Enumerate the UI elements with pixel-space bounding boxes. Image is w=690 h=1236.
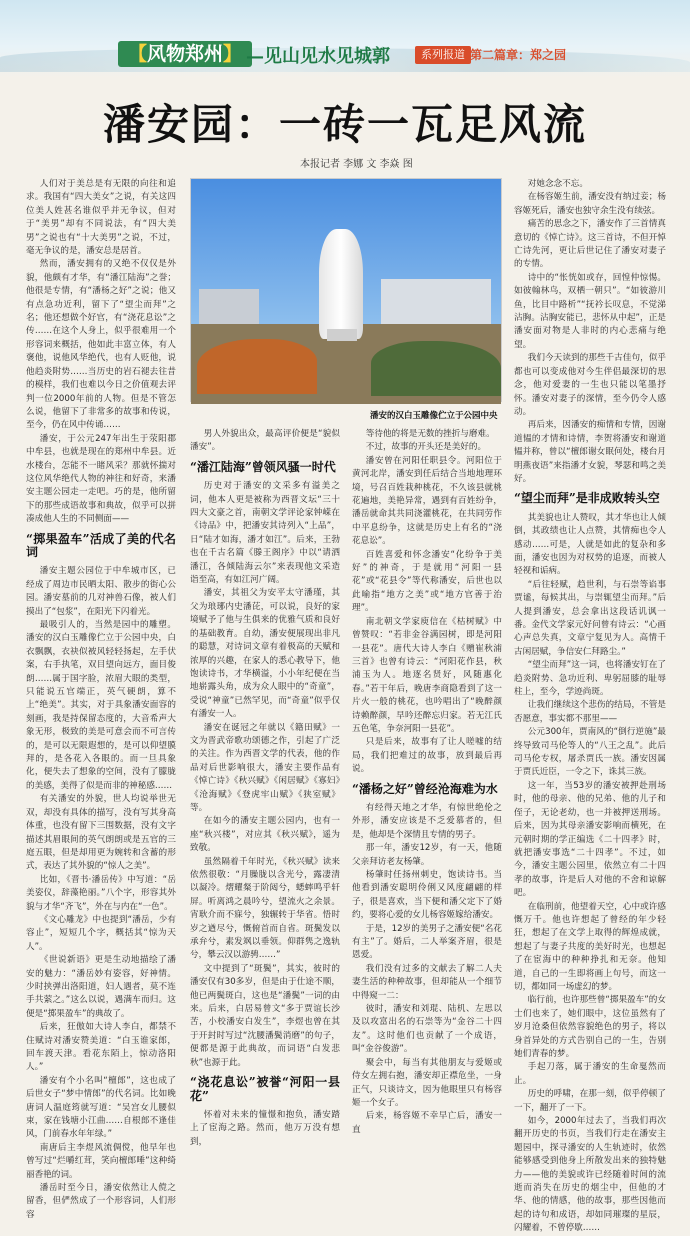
paragraph: 痛苦的思念之下，潘安作了三首情真意切的《悼亡诗》。这三首诗，不但开悼亡诗先河，更让后世记住了潘安对妻子的专情。 (514, 219, 666, 270)
paragraph: 临行前，也许那些曾“掷果盈车”的女士们也来了，她们眼中，这位虽然有了岁月沧桑但依然容貌绝色的男子，将以身首异处的方式告别自己的一生，告别她们青春的梦。 (514, 995, 666, 1059)
tag-bracket-left: 【 (128, 43, 148, 65)
photo-caption: 潘安的汉白玉雕像伫立于公园中央 (370, 411, 498, 421)
photo-building (199, 289, 259, 329)
paragraph: 比如，《晋书·潘岳传》中写道：“岳美姿仪，辞藻艳丽。”八个字，形容其外貌与才华“齐飞”，外在与内在“一色”。 (26, 874, 176, 912)
section-heading: “浇花息讼”被誉“河阳一县花” (190, 1075, 340, 1103)
paragraph: 对她念念不忘。 (527, 179, 588, 189)
paragraph: 文中提到了“斑鬓”，其实，彼时的潘安仅有30多岁，但是由于仕途不顺，他已两鬓斑白，这也是“潘鬓”一词的由来。后来，白居易曾文“多于贾谊长沙苦，小校潘安白发生”，李煜也曾在其于开封时写过“沈腰潘鬓消磨”的句子，便都是源于此典故，而词语“白发悲秋”也源于此。 (190, 963, 340, 1068)
column-tag-text: 风物郑州 (147, 43, 224, 65)
paragraph: 百姓喜爱和怀念潘安“化纷争于美好”的神奇，于是就用“河阳一县花”或“花县令”等代称潘安，后世也以此喻指“地方之美”或“地方官善于治理”。 (352, 549, 502, 614)
paragraph: 在杨容姬生前，潘安没有纳过妾；杨容姬死后，潘安也独守余生没有续弦。 (514, 192, 666, 216)
text-column-4 (514, 178, 666, 1234)
column-tag (118, 41, 252, 67)
paragraph: 手起刀落，属于潘安的生命戛然而止。 (514, 1062, 666, 1086)
paragraph: 杨肇时任扬州刺史，饱读诗书。当他看到潘安聪明伶俐又风度翩翩的样子，很是喜欢，当下便和潘父定下了婚约，要将心爱的女儿杨容姬嫁给潘安。 (352, 870, 502, 921)
paragraph: 历史的呼啸，在那一刻，似乎停顿了一下，翻开了一下。 (514, 1089, 666, 1113)
paragraph: 潘安在诞冠之年就以《籍田赋》一文为晋武帝歌功颂德之作，引起了广泛的关注。作为西晋文学的代表，他的作品对后世影响很大，潘安主要作品有《悼亡诗》《秋兴赋》《闲居赋》《寡妇》《沧海赋》《登虎牢山赋》《狭室赋》等。 (190, 722, 340, 813)
paragraph: 潘安，其祖父为安平太守潘瑾，其父为琅琊内史潘芘，可以说，良好的家境赋予了他与生俱来的优雅气质和良好的基础教育。自幼，潘安便展现出非凡的聪慧，对诗词文章有着极高的天赋和浓厚的兴趣，在家人的悉心教导下，他饱读诗书，才华横溢，小小年纪便在当地崭露头角，成为众人眼中的“奇童”，受说“神童”已然罕见，而“奇童”似乎仅有潘安一人。 (190, 588, 340, 720)
paragraph: 人们对于美总是有无限的向往和追求。我国有“四大美女”之说，有关这四位美人姓甚名谁似乎并无争议，但对于“美男”却有不同说法，有“四大美男”之说也有“十大美男”之说，不过，毫无争议的是，潘安总是居首。 (26, 179, 176, 257)
paragraph: 让我们继续这个悲伤的结局，不管是否愿意，事实都不那里—— (514, 700, 666, 724)
paragraph: 聚会中，每当有其他朋友与爱姬或侍女左拥右抱，潘安却正襟危坐，一身正气，只谈诗文，因为他眼里只有杨容姬一个女子。 (352, 1057, 502, 1108)
series-subtitle: —见山见水见城郭 (246, 46, 390, 67)
paragraph: 这一年，当53岁的潘安被押赴刑场时，他的母亲、他的兄弟、他的儿子和侄子，无论老幼，也一并被押送刑场。后来，因为其母亲潘安影响而横死，在元朝时期的学正编选《二十四孝》时，就把潘安事选“二十四孝”。不过，如今，潘安主题公园里，依然立有二十四孝的故事，许是后人对他的不舍和谅解吧。 (514, 780, 666, 899)
col1-paras2 (26, 565, 176, 1222)
paragraph: 潘安曾在河阳任职县令。河阳位于黄河北岸，潘安到任后结合当地地理环境，号召百姓栽种桃花，不久该县就桃花遍地，美艳异常，遇到有百姓纷争，潘岳就命其共同浇灌桃花，在共同劳作中平息纷争，这就是历史上有名的“浇花息讼”。 (352, 455, 502, 547)
statue-figure (319, 229, 363, 339)
paragraph: 潘安有个小名叫“檀郎”，这也成了后世女子“梦中情郎”的代名词。比如晚唐词人温庭筠就写道：“吴宫女儿腰似束，家在钱塘小江曲……自根郎不逢佳风，门前春水年年绿。” (26, 1075, 176, 1140)
paragraph: 潘岳时至今日，潘安依然让人傥之留香，但俨然成了一个形容词，人们形容 (26, 1183, 176, 1220)
chapter-label: 第二篇章：郑之园 (470, 48, 567, 62)
paragraph: 公元300年，贾南风的“倒行逆施”最终导致司马伦等人的“八王之乱”。此后司马伦专权，屠杀贾氏一族。潘安因属于贾氏近臣，一令之下，诛其三族。 (514, 727, 666, 778)
paragraph: 潘安主题公园位于中牟城市区，已经成了周边市民晒太阳、散步的街心公园。潘安墓前的几对神兽石像，被人们摸出了“包浆”，在阳光下闪着光。 (26, 566, 176, 617)
byline: 本报记者 李娜 文 李焱 图 (300, 159, 413, 170)
paragraph: 《文心雕龙》中也提到“潘岳，少有容止”，短短几个字，概括其“惊为天人”。 (26, 914, 176, 952)
paragraph: 潘安，于公元247年出生于荥阳郡中牟县，也就是现在的郑州中牟县。近水楼台，怎能不一睹风采？那就怀揣对这位风华绝代人物的神往和好奇，来潘安主题公园走一走吧。巧的是，他所留下的那些成语故事和典故，似乎可以拼凑成他人生的不同侧面—— (26, 433, 176, 525)
paragraph: 有经得天地之才华，有惊世绝伦之外形，潘安应该是不乏爱慕者的，但是，他却是个深情且专情的男子。 (352, 802, 502, 840)
page-title: 潘安园：一砖一瓦足风流 (102, 100, 587, 149)
paragraph: 彼时，潘安和刘琨、陆机、左思以及以攻富出名的石崇等为“金谷二十四友”。这时他们也贡献了一个成语，叫“金谷俊游”。 (352, 1004, 502, 1055)
paragraph: 其美貌也让人赞叹，其才华也让人倾倒，其政绩也让人点赞，其情痴也令人感动……可是，人就是如此的复杂和多面，潘安也因为对权势的追逐，而被人轻视和诟病。 (514, 512, 666, 577)
paragraph: 男人外貌出众，最高评价便是“貌似潘安”。 (190, 429, 340, 453)
paragraph: 我们没有过多的文献去了解二人夫妻生活的种种故事，但却能从一个细节中得窥一二： (352, 963, 502, 1001)
section-heading: “潘杨之好”曾经沧海难为水 (352, 781, 498, 796)
paragraph: 诗中的“怅恍如或存，回惶仲惊惕。如彼翰林鸟，双栖一朝只”。“如彼游川鱼，比目中路析”“抚衿长叹息，不觉涕沾胸。沾胸安能已，悲怀从中起”，正是潘安面对物是人非时的内心悲痛与绝望。 (514, 272, 666, 350)
tag-bracket-right: 】 (223, 43, 243, 65)
paragraph: 怀着对未来的憧憬和抱负，潘安踏上了宦海之路。然而，他万万没有想到， (190, 1109, 340, 1147)
paragraph: 后来，狂傲如大诗人李白，都禁不住赋诗对潘安赞美道：“白玉谁家郎，回车渡天津。看花东陌上，惊动洛阳人。” (26, 1022, 176, 1073)
photo-building (381, 279, 491, 329)
paragraph: 历史对于潘安的文采多有溢美之词，他本人更是被称为西晋文坛“三十四大文豪之首，南朝文学评论家钟嵘在《诗品》中，把潘安其诗列入“上品”，日“陆才如海，潘才如江”。后来，王勃也在千古名篇《滕王阁序》中以“请洒潘江，各倾陆海云尔”来表现他文采造诣至高，有如江河广阔。 (190, 481, 340, 586)
paragraph: 南唐后主李煜风流倜傥，他早年也曾写过“烂嚼红茸，笑向檀郎唾”这种绮丽香艳的词。 (26, 1142, 176, 1180)
paragraph: 我们今天读到的那些千古佳句，似乎都也可以变成他对今生伴侣最深切的思念，他对爱妻的一生也只能以笔墨抒怀。潘安对妻子的深情，至今仍令人感动。 (514, 353, 666, 417)
paragraph: “望尘而拜”这一词，也将潘安钉在了趋炎附势、急功近利、卑躬屈膝的耻辱柱上，至今，学迹尚斑。 (514, 660, 666, 698)
section-heading: “望尘而拜”是非成败转头空 (514, 491, 660, 506)
section-banner (0, 0, 690, 78)
paragraph: “后往轻赋，趋世利，与石崇等谄事贾谧，每候其出，与崇辄望尘而拜。”后人提到潘安，总会拿出这段话讥讽一番。金代文学家元好问曾有诗云：“心画心声总失真，文章宁复见为人。高情千古闲居赋，争信安仁拜路尘。” (514, 579, 666, 657)
paragraph: 虽然隔着千年时光，《秋兴赋》读来依然很敬：“月臊胧以含光兮，露凄清以凝冷。熠耀粲于阶闼兮，蟋蟀鸣乎轩屏。听离鸿之晨吟兮，望流火之余景。宵耿介而不寐兮，独辗转于华省。悟时岁之遒尽兮，慨俯首而自省。斑鬓发以承弁兮，素发飒以垂领。仰群隽之逸轨兮，攀云汉以游骋……” (190, 856, 340, 961)
paragraph: 最吸引人的，当然是园中的雕塑。潘安的汉白玉雕像伫立于公园中央，白衣飘飘，衣袂似被风轻轻扬起，左手伏案，右手执笔，双目望向远方，面目俊朗……属于国字脸，浓眉大眼的类型，只能说五官端正，英气硬朗，算不上“绝美”。其实，对于具象潘安面容的刻画，我是持保留态度的，大音希声大象无形，极致的美是可意会而不可言传的，是可以无限遐想的，是可以仰望膜拜的，是各花入各眼的。而一旦具象化，便失去了想象的空间，没有了朦胧的美感，美得了似是而非的神秘感…… (26, 620, 176, 791)
paragraph: 有关潘安的外貌，世人均说举世无双，却没有具体的描写，没有写其身高体重，也没有留下三围数据，没有文字描述其眉眼间的英气朗朗或是五官的三庭五眼，但是却用更为婉转和含蓄的形式，表达了其外貌的“惊人之美”。 (26, 794, 176, 872)
paragraph: 只是后来，故事有了让人嗟嘘的结局，我们把难过的故事，放到最后再说。 (352, 737, 502, 775)
paragraph: 在如今的潘安主题公园内，也有一座“秋兴楼”，对应其《秋兴赋》，遥为致敬。 (190, 816, 340, 854)
paragraph: 于是，12岁的美男子之潘安便“名花有主”了。婚后，二人举案齐眉，很是恩爱。 (352, 923, 502, 961)
section-heading: “潘江陆海”曾领风骚一时代 (190, 459, 336, 474)
section-heading: “掷果盈车”活成了美的代名词 (26, 531, 176, 559)
paragraph: 在临刑前，他望着天空，心中或许感慨万千。他也许想起了曾经的年少轻狂，想起了在文学上取得的辉煌成就，想起了与妻子共度的美好时光，也想起了在宦海中的种种挣扎和无奈。他知道，自己的一生即将画上句号，而这一切，都如同一场虚幻的梦。 (514, 901, 666, 992)
paragraph: 等待他的将是无数的挫折与磨难。 (365, 429, 495, 439)
paragraph: 南北朝文学家庾信在《枯树赋》中曾赞叹：“若非金谷满园树，即是河阳一县花”。唐代大诗人李白《赠崔秋浦三首》也曾有诗云：“河阳花作县，秋浦玉为人。地逐名贤好，风随惠化春。”若干年后，晚唐李商隐看到了这一片火一般的桃花，也吟唱出了“晚醉颜诗赖醉颜，早吟还醉忘归家。若无江氏五色笔，争奈河阳一县花”。 (352, 616, 502, 734)
series-badge: 系列报道 (415, 46, 471, 64)
paragraph: 后来，杨容姬不幸早亡后，潘安一直 (352, 1111, 502, 1135)
photo-hedge (371, 341, 501, 396)
paragraph: 然而，潘安拥有的又绝不仅仅是外貌，他颇有才华，有“潘江陆海”之誉；他很是专情，有“潘杨之好”之说；他又有点急功近利，留下了“望尘而拜”之名；他还想做个好官，有“浇花息讼”之传……在这个人身上，似乎很难用一个形容词来概括，他如此丰富立体，有人褒他，说他风华绝代，也有人贬他，说他趋炎附势……当历史的岩石褪去往昔的模样，我们也难以今日之价值观去评判一位2000年前的人物。但是不管怎么说，他留下了非常多的故事和传说，至今，仍在风中传诵…… (26, 259, 176, 431)
text-column-1 (26, 178, 176, 1220)
statue-pedestal (327, 329, 357, 341)
paragraph: 那一年，潘安12岁，有一天，他随父亲拜访老友杨肇。 (352, 843, 502, 867)
paragraph: 再后来，因潘安的痴情和专情，因谢道韫的才情和诗情，李贺将潘安和谢道韫并称，曾以“檀郎谢女眠何处，楼台月明燕夜语”来指潘才女貌，琴瑟和鸣之美好。 (514, 420, 666, 484)
text-column-2 (190, 428, 340, 1147)
col1-paras (26, 178, 176, 527)
paragraph: 《世说新语》更是生动地描绘了潘安的魅力：“潘岳妙有姿容，好神情。少时挟弹出洛阳道，妇人遇者，莫不连手共萦之。”这么以说，遇满车而归。这便是“掷果盈车”的典故了。 (26, 955, 176, 1019)
text-column-3 (352, 428, 502, 1135)
paragraph: 不过，故事的开头还是美好的。 (365, 442, 487, 453)
paragraph: 如今，2000年过去了，当我们再次翻开历史的书页，当我们行走在潘安主题园中，探寻潘安的人生轨迹时，依然能够感受到他身上所散发出来的独特魅力——他的美貌或许已经随着时间的流逝而消失在历史的烟尘中，但他的才华、他的情感，他的故事，那些因他而起的诗句和成语，却如同璀璨的星辰，闪耀着，不曾停歇…… (514, 1116, 666, 1234)
statue-photo (190, 178, 502, 402)
photo-flowerbed (197, 339, 317, 394)
